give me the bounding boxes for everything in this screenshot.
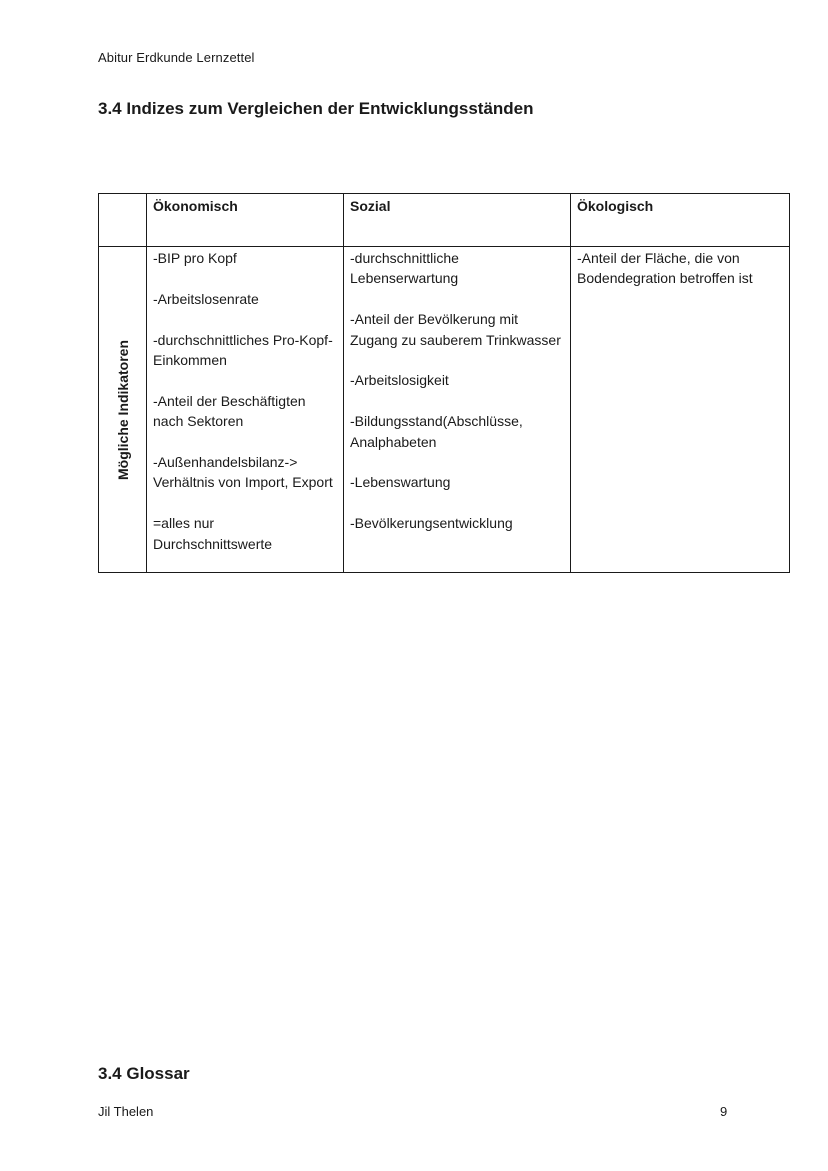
table-header-oekologisch: Ökologisch xyxy=(571,194,790,247)
table-header-row xyxy=(99,194,790,247)
page-number: 9 xyxy=(720,1104,728,1119)
oekonomisch-cell xyxy=(147,247,344,573)
glossar-title: 3.4 Glossar xyxy=(98,1064,190,1083)
oekonomisch-item: -durchschnittliches Pro-Kopf-Einkommen xyxy=(153,331,333,368)
oekologisch-cell xyxy=(571,247,790,573)
sozial-item: -Arbeitslosigkeit xyxy=(350,372,449,389)
table-header-sozial: Sozial xyxy=(344,194,571,247)
oekonomisch-item: -Arbeitslosenrate xyxy=(153,290,259,307)
sozial-item: -Anteil der Bevölkerung mit Zugang zu sauberem Trinkwasser xyxy=(350,311,561,348)
sozial-cell xyxy=(344,247,571,573)
row-label: Mögliche Indikatoren xyxy=(114,339,131,480)
footer-author: Jil Thelen xyxy=(98,1104,154,1119)
sozial-item: -durchschnittliche Lebenserwartung xyxy=(350,250,459,287)
oekologisch-item: -Anteil der Fläche, die von Bodendegration betroffen ist xyxy=(577,250,753,287)
table-header-oekonomisch: Ökonomisch xyxy=(147,194,344,247)
table-header-empty xyxy=(99,194,147,247)
oekonomisch-item: -BIP pro Kopf xyxy=(153,250,237,266)
sozial-item: -Bildungsstand(Abschlüsse, Analphabeten xyxy=(350,413,523,450)
oekonomisch-item: -Anteil der Beschäftigten nach Sektoren xyxy=(153,392,306,430)
oekonomisch-item: -Außenhandelsbilanz-> Verhältnis von Import, Export xyxy=(153,454,333,491)
table-row xyxy=(99,247,790,573)
sozial-item: -Bevölkerungsentwicklung xyxy=(350,515,513,532)
sozial-item: -Lebenswartung xyxy=(350,474,451,491)
section-title: 3.4 Indizes zum Vergleichen der Entwicklungsständen xyxy=(98,99,534,118)
indicator-table xyxy=(98,193,790,573)
row-label-cell xyxy=(99,247,147,573)
document-header: Abitur Erdkunde Lernzettel xyxy=(98,50,255,65)
oekonomisch-item: =alles nur Durchschnittswerte xyxy=(153,515,273,552)
